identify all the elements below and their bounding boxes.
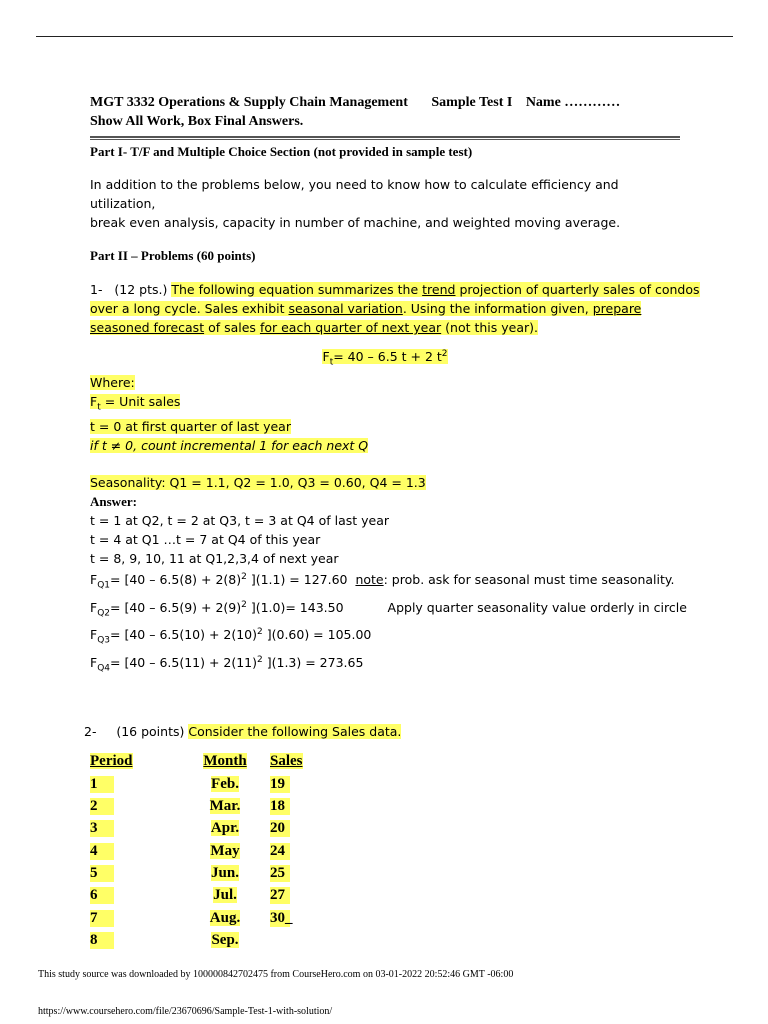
fq4-f: F bbox=[90, 655, 98, 671]
question-2 bbox=[84, 722, 680, 741]
fq2-line bbox=[90, 596, 687, 624]
answer-line-3: t = 8, 9, 10, 11 at Q1,2,3,4 of next year bbox=[90, 551, 339, 567]
cell-month: Mar. bbox=[209, 798, 241, 815]
formula-body: = 40 – 6.5 t + 2 t bbox=[333, 349, 442, 365]
part1-heading: Part I- T/F and Multiple Choice Section (not provided in sample test) bbox=[90, 144, 473, 159]
ft-f: F bbox=[90, 393, 98, 409]
fq1-note-rest: : prob. ask for seasonal must time seasonality. bbox=[383, 572, 675, 588]
ft-def: = Unit sales bbox=[104, 393, 181, 409]
t0-def: t = 0 at first quarter of last year bbox=[90, 419, 291, 435]
sales-table bbox=[90, 751, 680, 952]
q1-text-5: of sales bbox=[208, 320, 256, 335]
table-row bbox=[90, 929, 680, 951]
cell-sales: 27 bbox=[270, 887, 290, 904]
intro-paragraph bbox=[90, 175, 680, 232]
header-period: Period bbox=[90, 753, 133, 770]
table-row bbox=[90, 885, 680, 907]
q1-number: 1- bbox=[90, 282, 103, 297]
q1-seasoned: seasoned forecast bbox=[90, 320, 205, 335]
source-url[interactable]: https://www.coursehero.com/file/23670696/Sample-Test-1-with-solution/ bbox=[38, 1006, 333, 1017]
cell-period: 5 bbox=[90, 865, 114, 882]
cell-period: 3 bbox=[90, 820, 114, 837]
q1-text-3: over a long cycle. Sales exhibit bbox=[90, 301, 285, 316]
q1-trend: trend bbox=[422, 282, 456, 297]
cell-period: 2 bbox=[90, 798, 114, 815]
fq3-post: ](0.60) = 105.00 bbox=[266, 627, 372, 643]
answer-label: Answer: bbox=[90, 494, 137, 510]
fq1-f: F bbox=[90, 572, 98, 588]
name-label: Name ………… bbox=[525, 95, 621, 110]
cell-month: Apr. bbox=[210, 820, 240, 837]
table-row bbox=[90, 862, 680, 884]
test-title: Sample Test I bbox=[431, 95, 513, 110]
fq4-sup: 2 bbox=[257, 655, 263, 666]
cell-sales: 25 bbox=[270, 865, 290, 882]
cell-period: 8 bbox=[90, 932, 114, 949]
formula-sup: 2 bbox=[441, 349, 448, 359]
fq1-line bbox=[90, 568, 680, 596]
intro-line-2: break even analysis, capacity in number of machine, and weighted moving average. bbox=[90, 215, 621, 230]
fq2-pre: = [40 – 6.5(9) + 2(9) bbox=[110, 599, 242, 615]
fq4-pre: = [40 – 6.5(11) + 2(11) bbox=[110, 655, 258, 671]
fq4-post: ](1.3) = 273.65 bbox=[266, 655, 364, 671]
fq4-line bbox=[90, 651, 680, 679]
seasonality: Seasonality: Q1 = 1.1, Q2 = 1.0, Q3 = 0.60, Q4 = 1.3 bbox=[90, 475, 426, 491]
cell-period: 4 bbox=[90, 843, 114, 860]
cell-period: 1 bbox=[90, 776, 114, 793]
q1-each-quarter: for each quarter of next year bbox=[259, 320, 442, 335]
instructions: Show All Work, Box Final Answers. bbox=[90, 114, 304, 129]
cell-sales: 24 bbox=[270, 843, 290, 860]
q1-text: The following equation summarizes the bbox=[171, 282, 419, 297]
ft-sub: t bbox=[97, 402, 101, 413]
fq1-sub: Q1 bbox=[97, 580, 111, 591]
cell-month: Feb. bbox=[211, 775, 239, 792]
fq3-f: F bbox=[90, 627, 98, 643]
part2-heading: Part II – Problems (60 points) bbox=[90, 248, 256, 263]
q1-text-4: . Using the information given, bbox=[402, 301, 589, 316]
course-title: MGT 3332 Operations & Supply Chain Management bbox=[90, 95, 408, 110]
cell-period: 7 bbox=[90, 910, 114, 927]
cell-month: Jun. bbox=[211, 864, 239, 881]
fq1-pre: = [40 – 6.5(8) + 2(8) bbox=[110, 572, 242, 588]
document-header bbox=[90, 93, 680, 112]
q2-text: Consider the following Sales data. bbox=[188, 723, 402, 739]
header-month: Month bbox=[203, 753, 247, 770]
download-notice: This study source was downloaded by 100000842702475 from CourseHero.com on 03-01-2022 20:52:46 GMT -06:00 bbox=[38, 969, 514, 980]
document-page bbox=[84, 93, 700, 951]
table-header-row bbox=[90, 751, 680, 773]
fq2-sup: 2 bbox=[241, 599, 247, 610]
fq1-post: ](1.1) = 127.60 bbox=[250, 572, 348, 588]
fq3-sup: 2 bbox=[257, 627, 263, 638]
fq3-line bbox=[90, 623, 680, 651]
q1-points: (12 pts.) bbox=[114, 282, 168, 297]
table-row bbox=[90, 840, 680, 862]
fq1-sup: 2 bbox=[241, 572, 247, 583]
table-row bbox=[90, 773, 680, 795]
answer-line-1: t = 1 at Q2, t = 2 at Q3, t = 3 at Q4 of last year bbox=[90, 513, 390, 529]
cell-month: Jul. bbox=[213, 887, 237, 904]
fq2-sub: Q2 bbox=[97, 608, 111, 619]
header-rule bbox=[90, 136, 680, 140]
header-sales: Sales bbox=[270, 753, 303, 770]
fq2-f: F bbox=[90, 599, 98, 615]
q2-points: (16 points) bbox=[116, 723, 185, 739]
increment-note: if t ≠ 0, count incremental 1 for each next Q bbox=[90, 438, 369, 454]
where-label: Where: bbox=[90, 374, 135, 390]
formula-sub: t bbox=[329, 357, 334, 368]
q1-prepare: prepare bbox=[592, 301, 642, 316]
table-row bbox=[90, 818, 680, 840]
table-row bbox=[90, 795, 680, 817]
fq3-sub: Q3 bbox=[97, 636, 111, 647]
fq1-note: note bbox=[355, 572, 384, 588]
q1-text-2: projection of quarterly sales of condos bbox=[459, 282, 700, 297]
table-row bbox=[90, 907, 680, 929]
fq2-note: Apply quarter seasonality value orderly in circle bbox=[387, 599, 687, 615]
q1-seasonal: seasonal variation bbox=[288, 301, 403, 316]
cell-month: May bbox=[210, 842, 240, 859]
top-rule bbox=[36, 36, 733, 37]
cell-sales: 19 bbox=[270, 776, 290, 793]
trend-formula bbox=[90, 345, 680, 373]
fq2-post: ](1.0)= 143.50 bbox=[250, 599, 344, 615]
cell-sales: 30_ bbox=[270, 909, 293, 926]
cell-sales: 20 bbox=[270, 820, 290, 837]
answer-line-2: t = 4 at Q1 …t = 7 at Q4 of this year bbox=[90, 532, 321, 548]
q1-text-6: (not this year). bbox=[445, 320, 538, 335]
formula-f: F bbox=[322, 349, 330, 365]
question-1 bbox=[90, 280, 700, 679]
cell-sales: 18 bbox=[270, 798, 290, 815]
intro-line-1: In addition to the problems below, you need to know how to calculate efficiency and utilization, bbox=[90, 177, 619, 211]
fq3-pre: = [40 – 6.5(10) + 2(10) bbox=[110, 627, 258, 643]
cell-month: Aug. bbox=[209, 909, 241, 926]
cell-month: Sep. bbox=[211, 931, 239, 948]
q2-number: 2- bbox=[84, 723, 97, 739]
cell-period: 6 bbox=[90, 887, 114, 904]
fq4-sub: Q4 bbox=[97, 663, 111, 674]
